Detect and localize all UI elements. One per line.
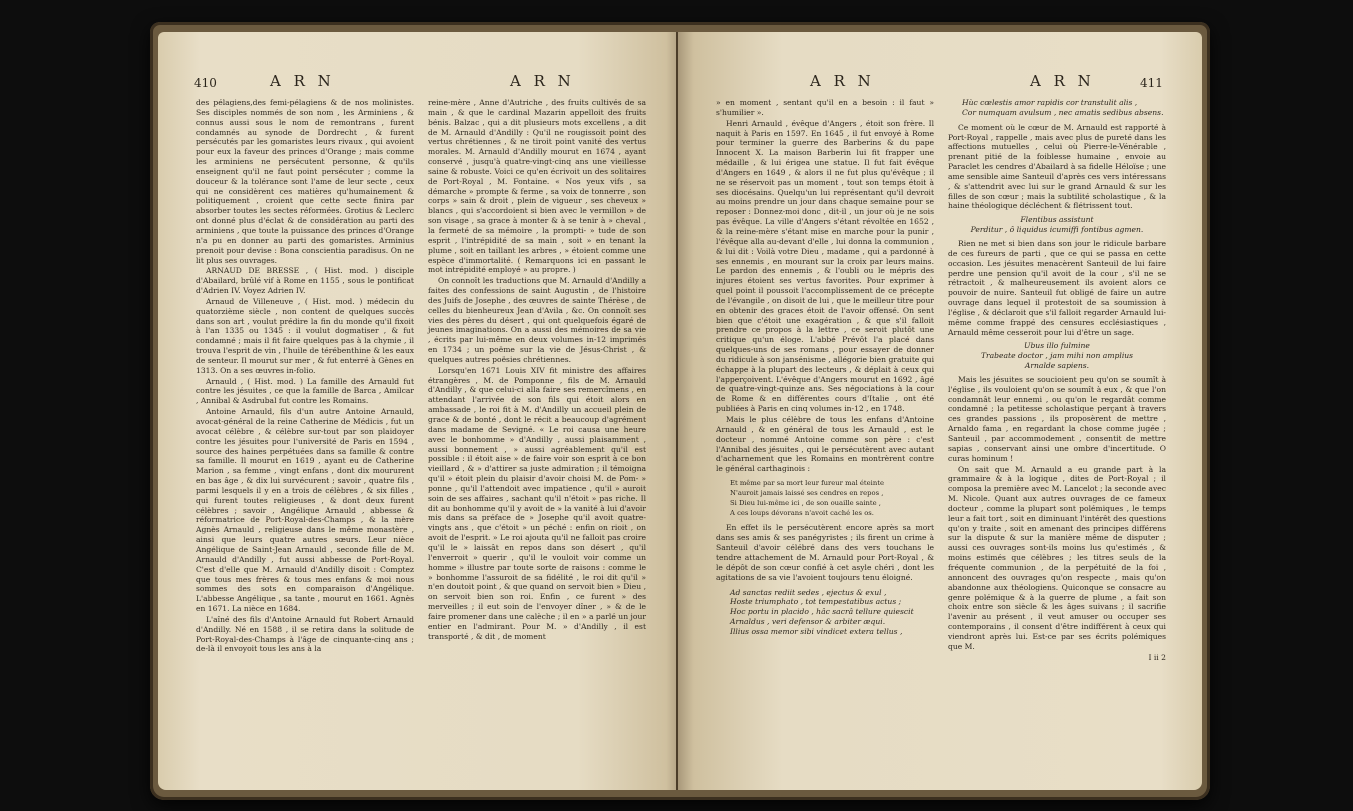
paragraph: Arnaud de Villeneuve , ( Hist. mod. ) médecin du quatorzième siècle , non content de quelques succès dans son art , voulut prédire la fin du monde qu'il fixoit à l'an 1335 ou 1345 : il voulut dogmatiser , & fut condamné ; mais il fit faire quelques pas à la chymie , il trouva l'esprit de vin , l'huile de térébenthine & les eaux de senteur. Il mourut sur mer , & fut enterré à Gènes en 1313. On a ses œuvres in-folio. — [196, 296, 414, 375]
paragraph: Rien ne met si bien dans son jour le ridicule barbare de ces fureurs de parti , que ce qui se passa en cette occasion. Les jésuites menacèrent Santeuil de lui faire perdre une pension qu'il avoit de la cour , s'il ne se rétractoit , & malheureusement ils avoient alors ce pouvoir de nuire. Santeuil fut obligé de faire un autre ouvrage dans lequel il protestoit de sa soumission à l'église , & déclaroit que s'il falloit regarder Arnauld lui-même comme frappé des censures ecclésiastiques , Arnauld même cesseroit pour lui d'être un sage. — [948, 238, 1166, 337]
left-column-1 — [196, 98, 414, 655]
verse-line: Ad sanctas rediit sedes , ejectus & exul , — [730, 587, 887, 597]
verse-line: Hoc portu in placido , hâc sacrâ tellure quiescit — [730, 607, 914, 617]
open-book — [150, 22, 1210, 800]
paragraph: Mais le plus célèbre de tous les enfans d'Antoine Arnauld , & en général de tous les Arnauld , est le docteur , nommé Antoine comme son père : c'est l'Annibal des jésuites , qui le persécutèrent avec autant d'acharnement que les Romains en montrèrent contre le général carthaginois : — [716, 415, 934, 474]
right-column-2 — [948, 98, 1166, 662]
verse-line: Hùc cœlestis amor rapidis cor transtulit alis , — [962, 98, 1138, 107]
latin-quote-2 — [948, 341, 1166, 371]
page-number-left: 410 — [194, 76, 217, 90]
left-column-2 — [428, 98, 646, 642]
paragraph: ARNAUD DE BRESSE , ( Hist. mod. ) disciple d'Abailard, brûlé vif à Rome en 1155 , sous le pontificat d'Adrien IV. Voyez Adrien IV. — [196, 266, 414, 296]
quote-line: Perditur , ô liquidus icumiffi fontibus agmen. — [970, 225, 1144, 235]
paragraph: On connoît les traductions que M. Arnauld d'Andilly a faites des confessions de saint Augustin , de l'histoire des Juifs de Josephe , des œuvres de sainte Thérèse , de celles du bienheureux Jean d'Avila , &c. On connoît ses vies des pères du désert , qui ont quelquefois égaré de jeunes imaginations. On a aussi des mémoires de sa vie , écrits par lui-même en deux volumes in-12 imprimés en 1734 ; un poëme sur la vie de Jésus-Christ , & quelques autres poësies chrétiennes. — [428, 276, 646, 364]
right-page — [678, 32, 1202, 790]
latin-quote — [948, 215, 1166, 235]
paragraph: Arnauld , ( Hist. mod. ) La famille des Arnauld fut contre les jésuites , ce que la famille de Barca , Amilcar , Annibal & Asdrubal fut contre les Romains. — [196, 376, 414, 406]
verse-line: Hoste triumphato , tot tempestatibus actus ; — [730, 597, 902, 607]
left-page — [158, 32, 682, 790]
paragraph: On sait que M. Arnauld a eu grande part à la grammaire & à la logique , dites de Port-Royal ; il composa la première avec M. Lancelot ; la seconde avec M. Nicole. Quant aux autres ouvrages de ce fameux docteur , comme la plupart sont polémiques , le temps leur a fait tort , soit en diminuant l'intérêt des questions qu'on y traite , soit en amenant des principes différens sur la dispute & sur la manière même de disputer ; aussi ces ouvrages sont-ils moins lus qu'estimés , & moins estimés que célèbres ; les titres seuls de la fréquente communion , de la perpétuité de la foi , annoncent des ouvrages qu'on respecte , mais qu'on abandonne aux théologiens. Quiconque se consacre au genre polémique & à la guerre de plume , a fait son choix entre son siècle & les âges suivans ; il sacrifie l'avenir au présent , il veut amuser ou occuper ses contemporains , il consent d'être indifférent à ceux qui viendront après lui. Est-ce par ses écrits polémiques que M. — [948, 464, 1166, 651]
verse-line: Cor numquam avulsum , nec amatis sedibus absens. — [962, 107, 1164, 117]
paragraph: reine-mère , Anne d'Autriche , des fruits cultivés de sa main , & que le cardinal Mazarin appelloit des fruits bénis. Balzac , qui a dit plusieurs mots excellens , a dit de M. Arnauld d'Andilly : Qu'il ne rougissoit point des vertus chrétiennes , & ne tiroit point vanité des vertus morales. M. Arnauld d'Andilly mourut en 1674 , ayant conservé , jusqu'à quatre-vingt-cinq ans une vieillesse saine & robuste. Voici ce qu'en écrivoit un des solitaires de Port-Royal , M. Fontaine. « Nos yeux vifs , sa démarche » prompte & ferme , sa voix de tonnerre , son corps » sain & droit , plein de vigueur , ses cheveux » blancs , qui s'accordoient si bien avec le vermillon » de son visage , sa grace à monter & à se tenir à » cheval , la fermeté de sa mémoire , la prompti- » tude de son esprit , l'intrépidité de sa main , soit » en tenant la plume , soit en taillant les arbres , » étoient comme une espèce d'immortalité. ( Remarquons ici en passant le mot intrépidité employé » au propre. ) — [428, 98, 646, 275]
paragraph: Henri Arnauld , évêque d'Angers , étoit son frère. Il naquit à Paris en 1597. En 1645 , il fut envoyé à Rome pour terminer la guerre des Barberins & du pape Innocent X. La maison Barberin lui fit frapper une médaille , & lui érigea une statue. Il fut fait évêque d'Angers en 1649 , & alors il ne fut plus qu'évêque ; il ne se réservoit pas un moment , tout son temps étoit à ses diocésains. Quelqu'un lui représentant qu'il devroit au moins prendre un jour dans chaque semaine pour se reposer : Donnez-moi donc , dit-il , un jour où je ne sois pas évêque. La ville d'Angers s'étant révoltée en 1652 , & la reine-mère s'étant mise en marche pour la punir , l'évêque alla au-devant d'elle , lui donna la communion , & lui dit : Voilà votre Dieu , madame , qui a pardonné à ses ennemis , en mourant sur la croix par leurs mains. Le pardon des ennemis , & l'oubli ou le mépris des injures étoient ses vertus favorites. Pour exprimer à quel point il poussoit l'accomplissement de ce précepte de l'évangile , on disoit de lui , que le meilleur titre pour en obtenir des graces étoit de l'avoir offensé. On sent bien que c'étoit une exagération , & que s'il falloit prendre ce propos à la lettre , ce seroit plutôt une critique qu'un éloge. L'abbé Prévôt l'a placé dans quelques-uns de ses romans , pour essayer de donner du ridicule à son jansénisme , allégorie bien gratuite qui échappe à la plupart des lecteurs , & déplait à ceux qui l'apperçoivent. L'évêque d'Angers mourut en 1692 , âgé de quatre-vingt-quinze ans. Ses négociations à la cour de Rome & en différentes cours d'Italie , ont été publiées à Paris en cinq volumes in-12 , en 1748. — [716, 118, 934, 414]
verse-line: N'auroit jamais laissé ses cendres en repos , — [730, 488, 884, 497]
quote-line: Flentibus assistunt — [1020, 215, 1094, 225]
running-head-left-1: A R N — [270, 72, 335, 90]
verse-line: Si Dieu lui-même ici , de son ouaille sainte , — [730, 498, 881, 507]
signature-mark: I ii 2 — [1148, 652, 1166, 662]
page-number-right: 411 — [1140, 76, 1163, 90]
running-head-right-1: A R N — [810, 72, 875, 90]
latin-verse-top — [962, 98, 1166, 118]
paragraph: L'aîné des fils d'Antoine Arnauld fut Robert Arnauld d'Andilly. Né en 1588 , il se retira dans la solitude de Port-Royal-des-Champs à l'âge de cinquante-cinq ans ; de-là il envoyoit tous les ans à la — [196, 614, 414, 654]
paragraph: Mais les jésuites se soucioient peu qu'on se soumît à l'église , ils vouloient qu'on se soumît à eux , & que l'on condamnât leur ennemi , ou qu'on le regardât comme condamné ; la petitesse scholastique perçant à travers ces grandes passions , ils proposèrent de mettre , Arnaldo fama , en regardant la chose comme jugée ; Santeuil , par accommodement , consentit de mettre sapias , conservant ainsi une ombre d'incertitude. O curas hominum ! — [948, 374, 1166, 463]
quote-line: Trabeate doctor , jam mihi non amplius — [980, 351, 1134, 361]
latin-verse — [730, 588, 934, 637]
paragraph: En effet ils le persécutèrent encore après sa mort dans ses amis & ses panégyristes ; ils firent un crime à Santeuil d'avoir célébré dans des vers touchans le tendre attachement de M. Arnauld pour Port-Royal , & le dépôt de son cœur confié à cet asyle chéri , dont les agitations de sa vie l'avoient toujours tenu éloigné. — [716, 523, 934, 582]
right-column-1 — [716, 98, 934, 642]
running-head-left-2: A R N — [510, 72, 575, 90]
verse-line: Arnaldus , veri defensor & arbiter æqui. — [730, 617, 886, 627]
paragraph: Antoine Arnauld, fils d'un autre Antoine Arnauld, avocat-général de la reine Catherine de Médicis , fut un avocat célèbre , & célèbre sur-tout par son plaidoyer contre les jésuites pour l'université de Paris en 1594 , source des haines perpétuées dans sa famille & contre sa famille. Il mourut en 1619 , ayant eu de Catherine Marion , sa femme , vingt enfans , dont dix moururent en bas âge , & dix lui survécurent ; savoir , quatre fils , parmi lesquels il y en a trois de célèbres , & six filles , qui furent toutes religieuses , & dont deux furent célèbres ; savoir , Angélique Arnauld , abbesse & réformatrice de Port-Royal-des-Champs , & la mère Agnès Arnauld , religieuse dans le même monastère , ainsi que leurs quatre autres sœurs. Leur nièce Angélique de Saint-Jean Arnauld , seconde fille de M. Arnauld d'Andilly , fut aussi abbesse de Port-Royal. C'est d'elle que M. Arnauld d'Andilly disoit : Comptez que tous mes frères & tous mes enfans & moi nous sommes des sots en comparaison d'Angélique. L'abbesse Angélique , sa tante , mourut en 1661. Agnès en 1671. La nièce en 1684. — [196, 407, 414, 614]
verse-line: Et même par sa mort leur fureur mal éteinte — [730, 479, 884, 488]
running-head-right-2: A R N — [1030, 72, 1095, 90]
quote-line: Ubus illo fulmine — [1024, 341, 1090, 351]
french-verse — [730, 479, 934, 518]
paragraph: Lorsqu'en 1671 Louis XIV fit ministre des affaires étrangères , M. de Pomponne , fils de M. Arnauld d'Andilly , & que celui-ci alla faire ses remercîmens , en attendant l'arrivée de son fils qui étoit alors en ambassade , le roi fit à M. d'Andilly un accueil plein de grace & de bonté , dont le récit a beaucoup d'agrément dans madame de Sevigné. « Le roi causa une heure avec le bonhomme » d'Andilly , aussi plaisamment , aussi bonnement , » aussi agréablement qu'il est possible : il étoit aise » de faire voir son esprit à ce bon vieillard , & » d'attirer sa juste admiration ; il témoigna qu'il » étoit plein du plaisir d'avoir choisi M. de Pom- » ponne , qu'il l'attendoit avec impatience , qu'il » auroit soin de ses affaires , sachant qu'il n'étoit » pas riche. Il dit au bonhomme qu'il y avoit de » la vanité à lui d'avoir mis dans sa préface de » Josephe qu'il avoit quatre-vingts ans , que c'étoit » un péché : enfin on rioit , on avoit de l'esprit. » Le roi ajouta qu'il ne falloit pas croire qu'il le » laissât en repos dans son désert , qu'il l'enverroit » querir , qu'il le vouloit voir comme un homme » illustre par toute sorte de raisons : comme le » bonhomme l'assuroit de sa fidélité , le roi dit qu'il » n'en doutoit point , & que quand on servoit bien » Dieu , on servoit bien son roi. Enfin , ce furent » des merveilles ; il eut soin de l'envoyer dîner , » & de le faire promener dans une calèche ; il en » a parlé un jour entier en l'admirant. Pour M. » d'Andilly , il est transporté , & dit , de moment — [428, 365, 646, 641]
verse-line: A ces loups dévorans n'avoit caché les os. — [730, 508, 874, 517]
verse-line: Illius ossa memor sibi vindicet extera tellus , — [730, 626, 903, 636]
quote-line: Arnalde sapiens. — [1024, 361, 1090, 371]
paragraph: des pélagiens,des femi-pélagiens & de nos molinistes. Ses disciples nommés de son nom , les Arminiens , & connus aussi sous le nom de remontrans , furent condamnés au synode de Dordrecht , & furent persécutés par les gomaristes leurs rivaux , qui avoient pour eux la faveur des princes d'Orange ; mais comme les arminiens ne persécutent personne, & qu'ils enseignent qu'il ne faut point persécuter ; comme la douceur & la tolérance sont l'ame de leur secte , ceux qui ne considèrent ces matières qu'humainement & politiquement , croient que cette secte finira par absorber toutes les sectes réformées. Grotius & Leclerc ont donné plus d'éclat & de considération au parti des arminiens , que toute la puissance des princes d'Orange n'a pu en donner au parti des gomaristes. Arminius prenoit pour devise : Bona conscientia paradisus. On ne lit plus ses ouvrages. — [196, 98, 414, 265]
paragraph: Ce moment où le cœur de M. Arnauld est rapporté à Port-Royal , rappelle , mais avec plus de pureté dans les affections mutuelles , celui où Pierre-le-Vénérable , prenant pitié de la foiblesse humaine , envoie au Paraclet les cendres d'Abailard à sa fidelle Héloïse ; une ame sensible aime Santeuil d'après ces vers intéressans , & s'attendrit avec lui sur le grand Arnauld & sur les filles de son cœur ; mais la subtilité scholastique , & la haine théologique décléchent & flétrissent tout. — [948, 122, 1166, 211]
paragraph: » en moment , sentant qu'il en a besoin : il faut » s'humilier ». — [716, 98, 934, 117]
